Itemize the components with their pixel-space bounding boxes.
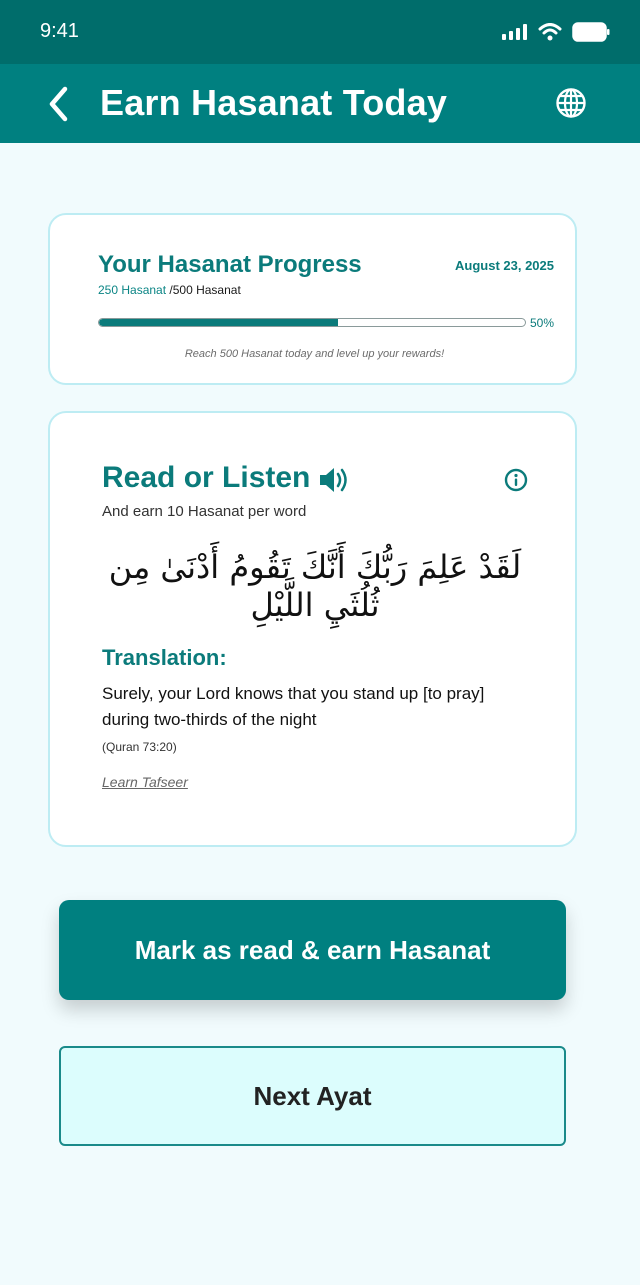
play-audio-button[interactable] bbox=[318, 465, 350, 495]
page-title: Earn Hasanat Today bbox=[100, 82, 448, 123]
speaker-icon bbox=[318, 465, 350, 495]
read-listen-subtitle: And earn 10 Hasanat per word bbox=[102, 503, 307, 520]
back-button[interactable] bbox=[38, 82, 78, 126]
globe-icon bbox=[554, 86, 588, 120]
status-time: 9:41 bbox=[40, 20, 79, 42]
translation-heading: Translation: bbox=[102, 645, 227, 670]
app-header bbox=[0, 64, 640, 143]
cellular-signal-icon bbox=[502, 24, 528, 40]
arabic-verse: لَقَدْ عَلِمَ رَبُّكَ أَنَّكَ تَقُومُ أَدْنَىٰ مِن ثُلُثَيِ اللَّيْلِ bbox=[108, 548, 522, 624]
progress-bar bbox=[98, 318, 526, 327]
progress-title: Your Hasanat Progress bbox=[98, 251, 362, 278]
learn-tafseer-link[interactable]: Learn Tafseer bbox=[102, 774, 188, 790]
progress-bar-fill bbox=[99, 319, 338, 326]
mark-as-read-button[interactable]: Mark as read & earn Hasanat bbox=[59, 900, 566, 1000]
language-button[interactable] bbox=[554, 86, 588, 120]
status-icons bbox=[502, 22, 610, 42]
verse-reference: (Quran 73:20) bbox=[102, 740, 177, 754]
progress-card bbox=[48, 213, 577, 385]
info-button[interactable] bbox=[504, 468, 528, 492]
battery-icon bbox=[572, 22, 610, 42]
next-ayat-button[interactable]: Next Ayat bbox=[59, 1046, 566, 1146]
progress-counts bbox=[98, 283, 241, 297]
hasanat-goal: /500 Hasanat bbox=[169, 283, 241, 297]
wifi-icon bbox=[538, 23, 562, 41]
progress-percent: 50% bbox=[530, 316, 555, 330]
info-icon bbox=[504, 468, 528, 492]
progress-date: August 23, 2025 bbox=[455, 258, 554, 273]
status-bar bbox=[0, 0, 640, 64]
translation-text: Surely, your Lord knows that you stand up [to pray] during two-thirds of the night bbox=[102, 684, 485, 729]
read-listen-card bbox=[48, 411, 577, 847]
chevron-left-icon bbox=[47, 86, 69, 122]
read-listen-title: Read or Listen bbox=[102, 461, 311, 494]
hasanat-current: 250 Hasanat bbox=[98, 283, 167, 297]
progress-note: Reach 500 Hasanat today and level up your rewards! bbox=[184, 348, 445, 360]
